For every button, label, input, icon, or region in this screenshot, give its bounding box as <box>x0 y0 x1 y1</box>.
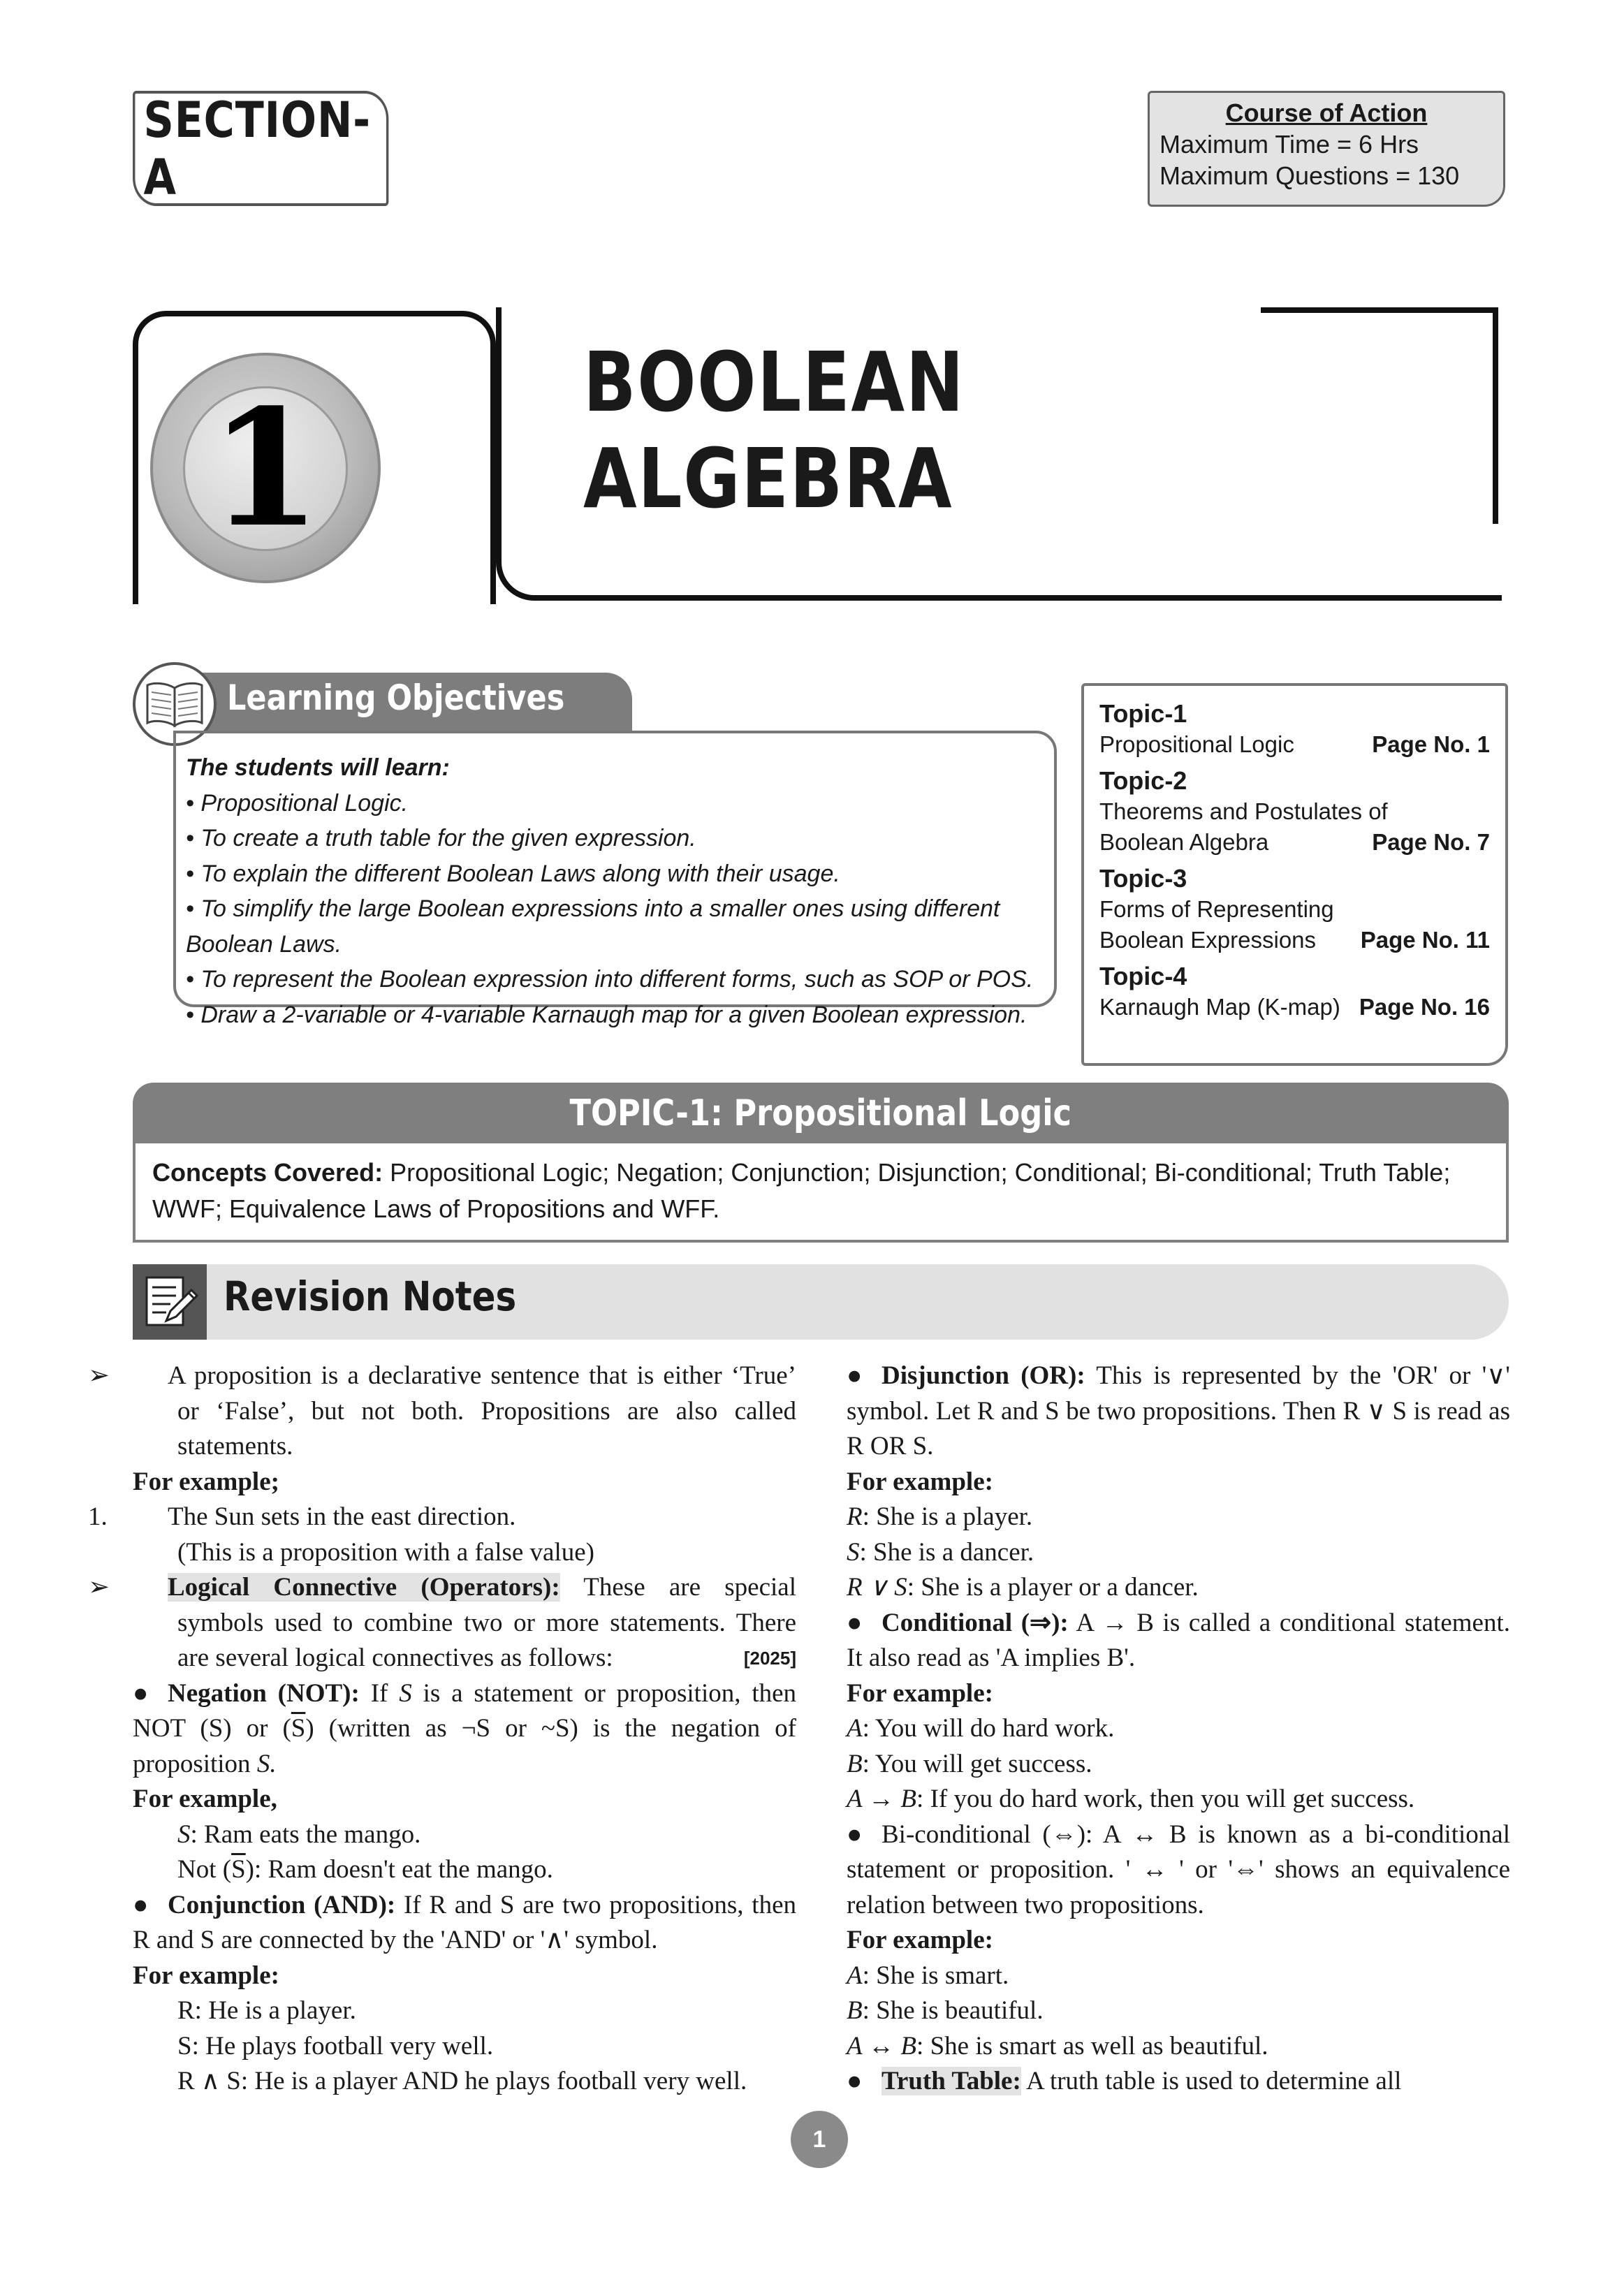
concepts-text: Propositional Logic; Negation; Conjunction; Disjunction; Conditional; Bi-conditional; Truth Table; WWF; Equivalence Laws of Propositions and WFF. <box>152 1158 1451 1223</box>
conjunction-paragraph: ● Conjunction (AND): If R and S are two propositions, then R and S are connected by the 'AND' or '∧' symbol. <box>133 1888 796 1959</box>
logical-connective-paragraph: ➢ Logical Connective (Operators): These are special symbols used to combine two or more statements. There are several logical connectives as follows: [2025] <box>133 1570 796 1676</box>
example-line: A → B: If you do hard work, then you will get success. <box>847 1785 1415 1813</box>
chapter-title-line2: ALGEBRA <box>583 430 953 527</box>
biconditional-paragraph: ● Bi-conditional (⇔): A ↔ B is known as a bi-conditional statement or proposition. ' ↔ ' or '⇔' shows an equivalence relation between two propositions. <box>847 1817 1510 1924</box>
topic-name: Boolean Expressions <box>1099 927 1317 953</box>
example-label: For example: <box>847 1678 993 1708</box>
topic-entry-1 <box>1099 698 1490 760</box>
dot-bullet-icon: ● <box>847 1820 863 1849</box>
dot-bullet-icon: ● <box>847 2067 863 2095</box>
learning-objectives-heading: Learning Objectives <box>227 678 565 718</box>
objective-item: • To explain the different Boolean Laws along with their usage. <box>186 860 840 887</box>
topic-entry-3 <box>1099 863 1490 956</box>
topic-page-link[interactable]: Page No. 7 <box>1372 829 1490 855</box>
truth-table-paragraph: ● Truth Table: A truth table is used to determine all <box>847 2064 1510 2100</box>
notes-pencil-icon <box>133 1264 207 1340</box>
example-line: Not $(\overline{S})$: Ram doesn't eat the mango. <box>177 1855 553 1884</box>
objective-item: • To represent the Boolean expression into different forms, such as SOP or POS. <box>186 966 1034 993</box>
topic-banner <box>133 1083 1509 1143</box>
topic-entry-2 <box>1099 766 1490 858</box>
dot-bullet-icon: ● <box>847 1361 863 1390</box>
topic-page-link[interactable]: Page No. 16 <box>1359 994 1490 1020</box>
example-line: B: She is beautiful. <box>847 1996 1044 2025</box>
objective-item: • Propositional Logic. <box>186 789 409 817</box>
learning-objectives-intro: The students will learn: <box>186 754 450 781</box>
example-item: 1. The Sun sets in the east direction. <box>88 1502 516 1531</box>
course-of-action-title: Course of Action <box>1225 98 1428 127</box>
disjunction-paragraph: ● Disjunction (OR): This is represented by the 'OR' or '∨' symbol. Let R and S be two propositions. Then R ∨ S is read as R OR S. <box>847 1359 1510 1465</box>
course-of-action-box <box>1148 91 1505 207</box>
objective-item: • To create a truth table for the given expression. <box>186 825 696 851</box>
example-line: R: She is a player. <box>847 1502 1033 1531</box>
example-label: For example, <box>133 1785 277 1813</box>
arrow-bullet-icon: ➢ <box>88 1573 110 1602</box>
topic-name: Forms of Representing <box>1099 896 1334 922</box>
topic-heading: Topic-1 <box>1099 699 1187 728</box>
learning-objectives-box <box>173 731 1057 1028</box>
notes-column-right <box>847 1359 1510 2100</box>
example-label: For example: <box>847 1926 993 1954</box>
negation-paragraph: ● Negation (NOT): If S is a statement or proposition, then NOT (S) or $(\overline{S})$ (written as ¬S or ~S) is the negation of proposition S. <box>133 1676 796 1782</box>
section-title: SECTION-A <box>143 91 372 206</box>
example-label: For example; <box>133 1467 279 1496</box>
chapter-number: 1 <box>209 374 322 563</box>
example-label: For example: <box>847 1467 993 1496</box>
max-time: Maximum Time = 6 Hrs <box>1160 130 1419 159</box>
topic-page-link[interactable]: Page No. 11 <box>1360 927 1490 953</box>
example-line: R ∨ S: She is a player or a dancer. <box>847 1573 1199 1602</box>
topic-page-link[interactable]: Page No. 1 <box>1372 731 1490 757</box>
chapter-title-line1: BOOLEAN <box>583 334 965 430</box>
topic-name: Boolean Algebra <box>1099 829 1269 855</box>
dot-bullet-icon: ● <box>133 1678 149 1708</box>
example-line: A: She is smart. <box>847 1961 1009 1990</box>
page-number: 1 <box>791 2111 848 2168</box>
objective-item: • To simplify the large Boolean expressions into a smaller ones using different Boolean Laws. <box>186 895 1000 958</box>
example-line: B: You will get success. <box>847 1749 1092 1778</box>
example-line: R: He is a player. <box>177 1996 356 2025</box>
topic-name: Karnaugh Map (K-map) <box>1099 994 1340 1020</box>
example-line: A: You will do hard work. <box>847 1714 1115 1743</box>
topics-index <box>1081 683 1508 1066</box>
arrow-bullet-icon: ➢ <box>88 1361 110 1390</box>
objective-item: • Draw a 2-variable or 4-variable Karnaugh map for a given Boolean expression. <box>186 1001 1027 1028</box>
chapter-title <box>583 334 994 527</box>
example-line: R ∧ S: He is a player AND he plays football very well. <box>177 2067 747 2095</box>
example-note: (This is a proposition with a false value) <box>177 1537 595 1567</box>
topic-heading: Topic-4 <box>1099 962 1187 990</box>
chapter-frame-corner <box>1261 307 1498 524</box>
topic-heading: Topic-3 <box>1099 864 1187 893</box>
conditional-paragraph: ● Conditional (⇒): A → B is called a conditional statement. It also read as 'A implies B'. <box>847 1606 1510 1676</box>
max-questions: Maximum Questions = 130 <box>1160 161 1460 190</box>
concepts-label: Concepts Covered: <box>152 1158 383 1187</box>
topic-banner-title: TOPIC-1: Propositional Logic <box>569 1092 1072 1134</box>
notes-column-left <box>88 1359 797 2100</box>
example-line: S: Ram eats the mango. <box>177 1820 421 1849</box>
note-paragraph: ➢ A proposition is a declarative sentence that is either ‘True’ or ‘False’, but not both. Propositions are also called statements. <box>133 1359 796 1465</box>
dot-bullet-icon: ● <box>133 1890 149 1919</box>
concepts-covered <box>133 1143 1509 1243</box>
topic-heading: Topic-2 <box>1099 766 1187 795</box>
example-line: A ↔ B: She is smart as well as beautiful. <box>847 2031 1268 2060</box>
section-label <box>133 91 388 206</box>
dot-bullet-icon: ● <box>847 1608 863 1637</box>
revision-notes-heading: Revision Notes <box>224 1273 517 1320</box>
example-line: S: She is a dancer. <box>847 1537 1034 1567</box>
example-label: For example: <box>133 1961 279 1990</box>
year-tag: [2025] <box>743 1648 796 1669</box>
topic-name: Theorems and Postulates of <box>1099 798 1388 824</box>
example-line: S: He plays football very well. <box>177 2031 494 2060</box>
topic-entry-4 <box>1099 961 1490 1023</box>
topic-name: Propositional Logic <box>1099 731 1294 757</box>
